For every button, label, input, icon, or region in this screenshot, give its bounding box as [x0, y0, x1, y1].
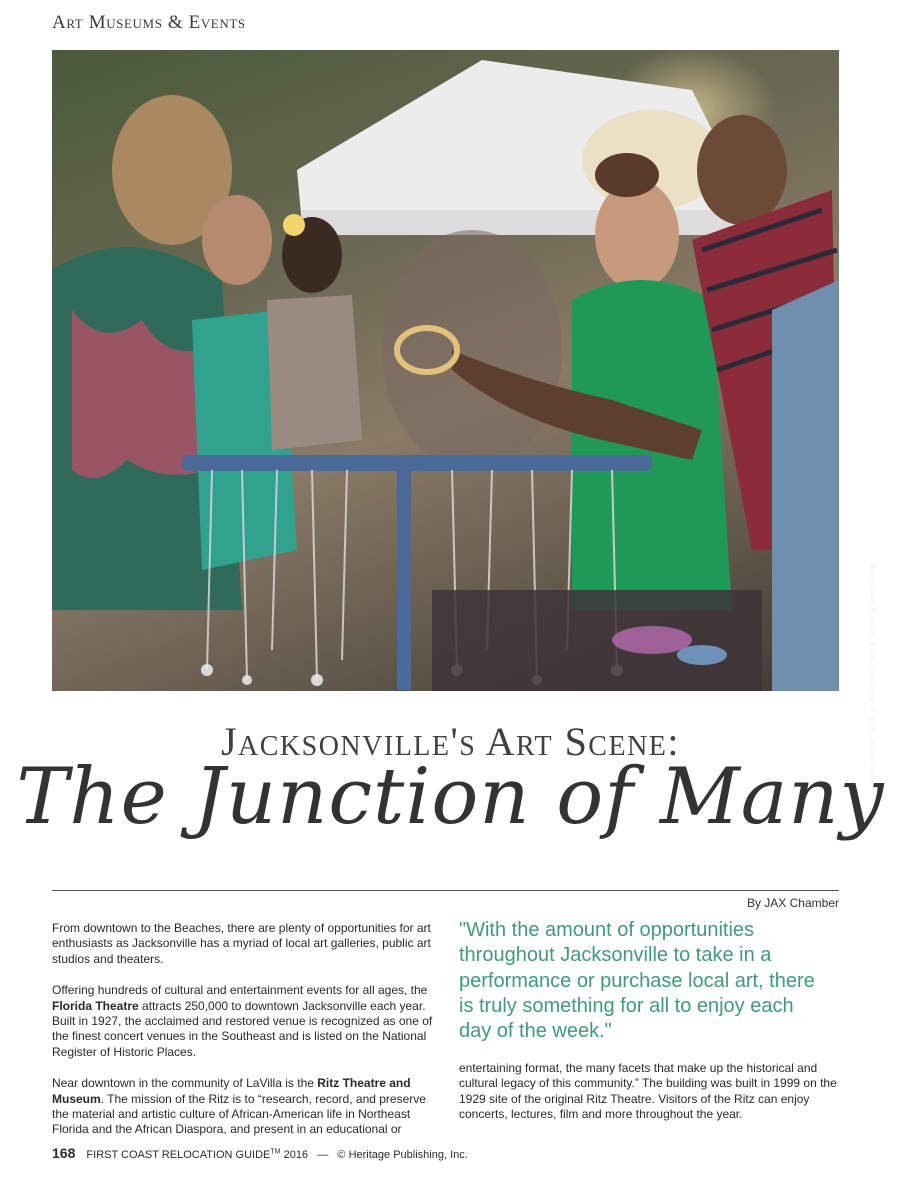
paragraph-2: Offering hundreds of cultural and entertainment events for all ages, the Florida Theatre attracts 250,000 to downtown Jacksonville each year. Built in 1927, the acclaimed and restored venue is recognized as one of the finest concert venues in the Southeast and is listed on the National Register of Historic Places. [52, 983, 433, 1059]
paragraph-1: From downtown to the Beaches, there are plenty of opportunities for art enthusiasts as Jacksonville has a myriad of local art galleries, public art studios and theaters. [52, 921, 431, 966]
divider [52, 890, 839, 891]
publication-year: 2016 [283, 1149, 309, 1161]
publication-name: FIRST COAST RELOCATION GUIDE [86, 1149, 271, 1161]
section-header: Art Museums & Events [52, 12, 246, 33]
person-man-head [697, 115, 787, 225]
paragraph-3: Near downtown in the community of LaVilla is the Ritz Theatre and Museum. The mission of the Ritz is to “research, record, and preserve the material and artistic culture of African-American life in Northeast Florida and the African Diaspora, and present in an educational or [52, 1076, 426, 1137]
flower-icon [283, 214, 305, 236]
florida-theatre-name: Florida Theatre [52, 998, 139, 1013]
display-table [432, 590, 762, 691]
footer-separator: — [317, 1149, 329, 1161]
paragraph-3-continued: entertaining format, the many facets that make up the historical and cultural legacy of this community.” The building was built in 1999 on the 1929 site of the original Ritz Theatre. Visitors of the Ritz can enjoy concerts, lectures, film and more throughout the year. [459, 1061, 837, 1122]
byline: By JAX Chamber [746, 896, 839, 910]
title-line-2: The Junction of Many [16, 752, 885, 842]
jewelry-rack [182, 455, 652, 471]
page-number: 168 [52, 1145, 76, 1161]
person-green-head [595, 180, 679, 290]
pull-quote: "With the amount of opportunities throughout Jacksonville to take in a performance or purchase local art, there is truly something for all to enjoy each day of the week." [459, 919, 815, 1043]
photo-art-market-illustration [52, 50, 839, 691]
photo-credit: Downtown Artwalk, photo courtesy of Visit Jacksonville [868, 562, 878, 786]
trademark: TM [270, 1148, 281, 1156]
article-column-left [52, 921, 434, 1154]
copyright: © Heritage Publishing, Inc. [337, 1149, 468, 1161]
page-footer [52, 1145, 468, 1161]
title-line-1: Jacksonville's Art Scene: [220, 719, 681, 764]
ritz-theatre-name: Ritz Theatre and Museum [52, 1076, 411, 1106]
tent-valance [302, 210, 752, 235]
article-column-right [459, 1061, 839, 1123]
